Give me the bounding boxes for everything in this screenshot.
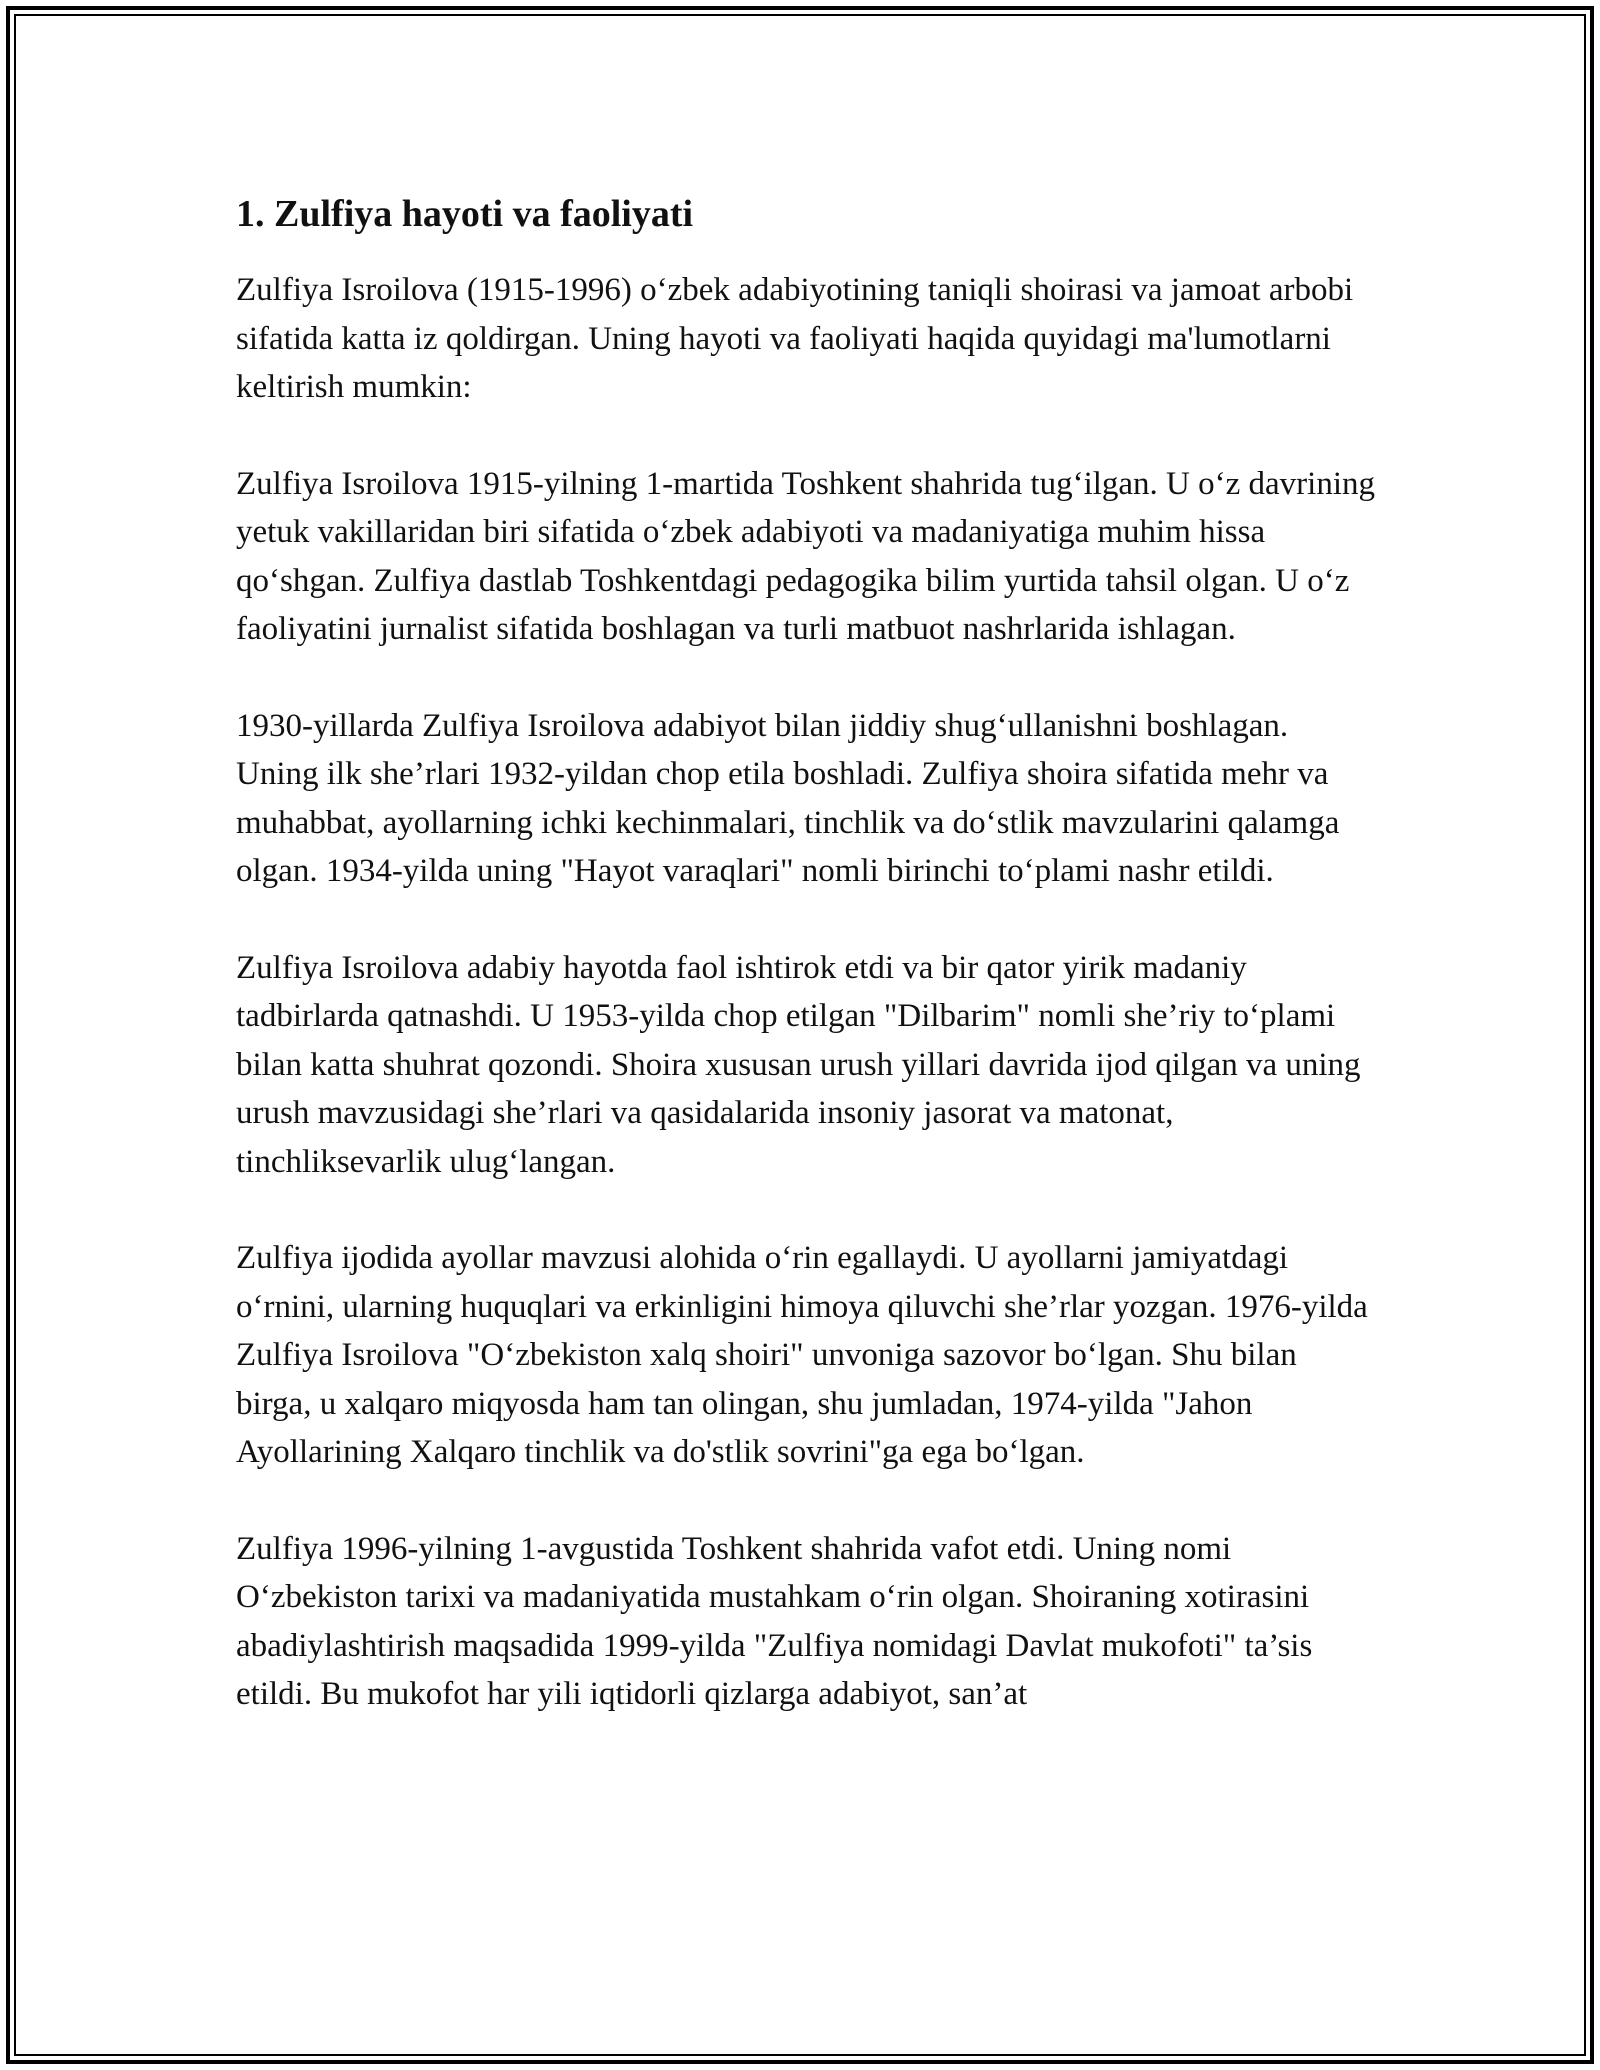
paragraph-intro: Zulfiya Isroilova (1915-1996) o‘zbek adabiyotining taniqli shoirasi va jamoat arbobi sifatida katta iz qoldirgan. Uning hayoti va faoliyati haqida quyidagi ma'lumotlarni keltirish mumkin: (236, 272, 1354, 405)
paragraph-legacy: Zulfiya 1996-yilning 1-avgustida Toshkent shahrida vafot etdi. Uning nomi O‘zbekiston tarixi va madaniyatida mustahkam o‘rin olgan. Shoiraning xotirasini abadiylashtirish maqsadida 1999-yilda "Zulfiya nomidagi Davlat mukofoti" ta’sis etildi. Bu mukofot har yili iqtidorli qizlarga adabiyot, san’at (236, 1530, 1313, 1712)
paragraph-early-literary-work: 1930-yillarda Zulfiya Isroilova adabiyot bilan jiddiy shug‘ullanishni boshlagan. Uning ilk she’rlari 1932-yildan chop etila boshladi. Zulfiya shoira sifatida mehr va muhabbat, ayollarning ichki kechinmalari, tinchlik va do‘stlik mavzularini qalamga olgan. 1934-yilda uning "Hayot varaqlari" nomli birinchi to‘plami nashr etildi. (236, 707, 1340, 889)
paragraph-literary-activity: Zulfiya Isroilova adabiy hayotda faol ishtirok etdi va bir qator yirik madaniy tadbirlarda qatnashdi. U 1953-yilda chop etilgan "Dilbarim" nomli she’riy to‘plami bilan katta shuhrat qozondi. Shoira xususan urush yillari davrida ijod qilgan va uning urush mavzusidagi she’rlari va qasidalarida insoniy jasorat va matonat, tinchliksevarlik ulug‘langan. (236, 949, 1361, 1180)
document-body (236, 186, 1376, 1767)
paragraph-women-theme: Zulfiya ijodida ayollar mavzusi alohida o‘rin egallaydi. U ayollarni jamiyatdagi o‘rnini, ularning huquqlari va erkinligini himoya qiluvchi she’rlar yozgan. 1976-yilda Zulfiya Isroilova "O‘zbekiston xalq shoiri" unvoniga sazovor bo‘lgan. Shu bilan birga, u xalqaro miqyosda ham tan olingan, shu jumladan, 1974-yilda "Jahon Ayollarining Xalqaro tinchlik va do'stlik sovrini"ga ega bo‘lgan. (236, 1240, 1368, 1470)
section-heading: 1. Zulfiya hayoti va faoliyati (236, 193, 694, 235)
paragraph-birth-education: Zulfiya Isroilova 1915-yilning 1-martida Toshkent shahrida tug‘ilgan. U o‘z davrining yetuk vakillaridan biri sifatida o‘zbek adabiyoti va madaniyatiga muhim hissa qo‘shgan. Zulfiya dastlab Toshkentdagi pedagogika bilim yurtida tahsil olgan. U o‘z faoliyatini jurnalist sifatida boshlagan va turli matbuot nashrlarida ishlagan. (236, 465, 1375, 647)
